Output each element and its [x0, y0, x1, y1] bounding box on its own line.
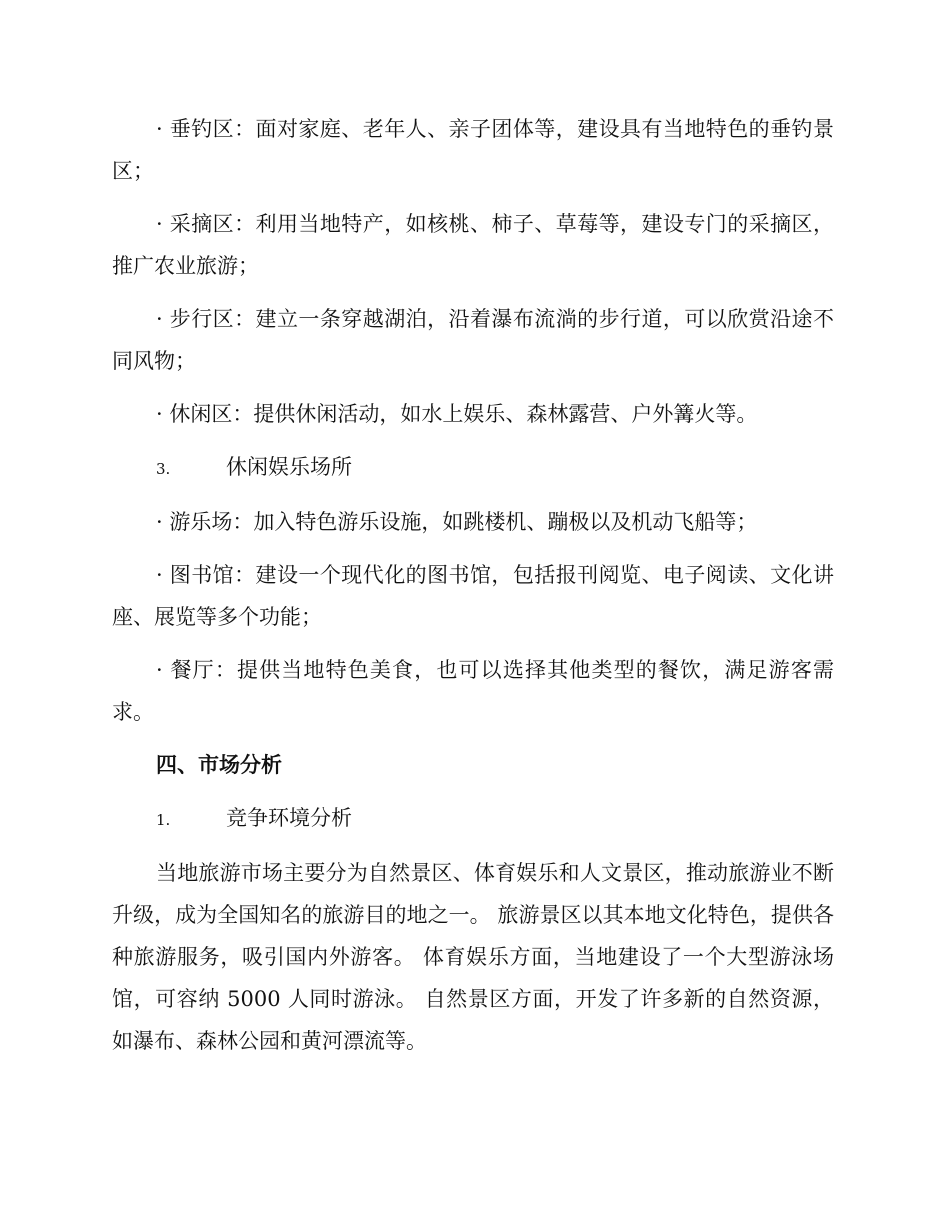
list-number: 1.	[156, 811, 171, 829]
bullet-amusement-park: · 游乐场：加入特色游乐设施，如跳楼机、蹦极以及机动飞船等；	[156, 510, 758, 534]
bullet-picking-area: · 采摘区：利用当地特产，如核桃、柿子、草莓等，建设专门的采摘区，推广农业旅游；	[112, 212, 834, 278]
bullet-walking-area: · 步行区：建立一条穿越湖泊，沿着瀑布流淌的步行道，可以欣赏沿途不同风物；	[112, 307, 834, 373]
paragraph-competition: 当地旅游市场主要分为自然景区、体育娱乐和人文景区，推动旅游业不断升级，成为全国知名的旅游目的地之一。 旅游景区以其本地文化特色，提供各种旅游服务，吸引国内外游客。 体育娱乐方面，当地建设了一个大型游泳场馆，可容纳 5000 人同时游泳。 自然景区方面，开发了许多新的自然资源，如瀑布、森林公园和黄河漂流等。	[112, 861, 834, 1053]
section-leisure-venues	[112, 446, 834, 490]
bullet-restaurant: · 餐厅：提供当地特色美食，也可以选择其他类型的餐饮，满足游客需求。	[112, 658, 834, 724]
list-title: 竞争环境分析	[226, 806, 352, 830]
bullet-leisure-area: · 休闲区：提供休闲活动，如水上娱乐、森林露营、户外篝火等。	[156, 402, 758, 426]
list-number: 3.	[156, 460, 171, 478]
section-competition	[112, 797, 834, 841]
heading-market-analysis: 四、市场分析	[156, 752, 282, 777]
bullet-library: · 图书馆：建设一个现代化的图书馆，包括报刊阅览、电子阅读、文化讲座、展览等多个功能；	[112, 563, 834, 629]
list-title: 休闲娱乐场所	[226, 455, 352, 479]
bullet-fishing-area: · 垂钓区：面对家庭、老年人、亲子团体等，建设具有当地特色的垂钓景区；	[112, 117, 834, 183]
document-body	[112, 108, 834, 1073]
